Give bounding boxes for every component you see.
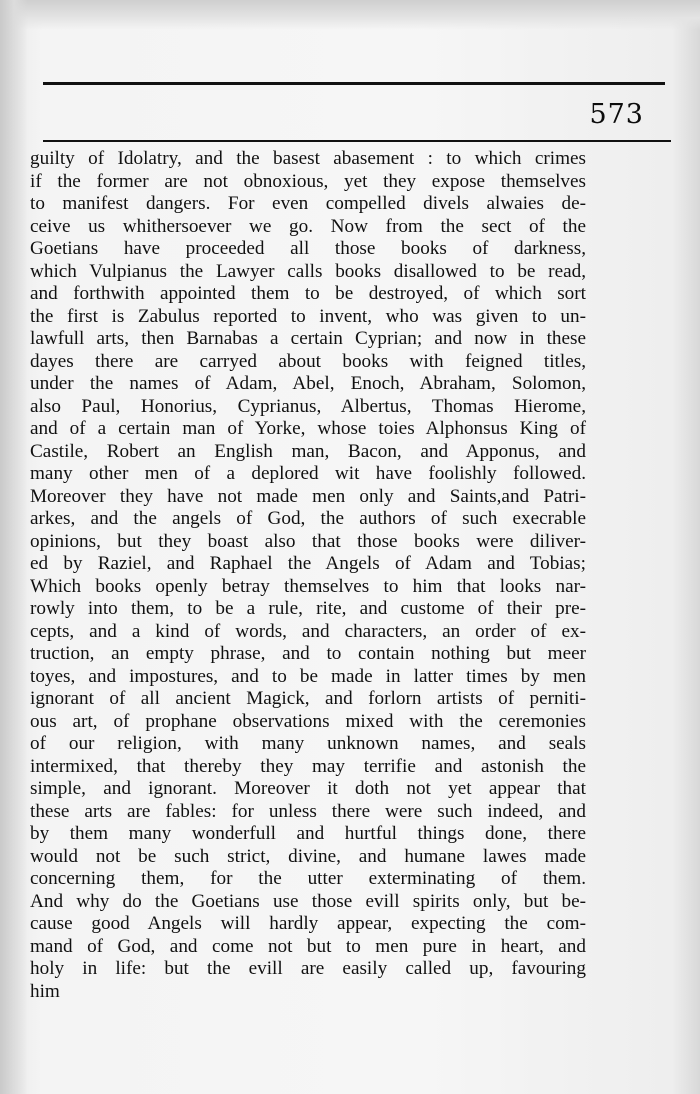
text-line: rowly into them, to be a rule, rite, and custome of their pre-	[30, 598, 586, 619]
text-line: ous art, of prophane observations mixed with the ceremonies	[30, 710, 586, 732]
text-line: cepts, and a kind of words, and characters, an order of ex-	[30, 620, 586, 642]
text-line: ignorant of all ancient Magick, and forlorn artists of perniti-	[30, 688, 586, 709]
text-line: Which books openly betray themselves to him that looks nar-	[30, 575, 586, 597]
page-number: 573	[589, 99, 644, 130]
text-line: many other men of a deplored wit have foolishly followed.	[30, 463, 586, 484]
text-line: opinions, but they boast also that those books were diliver-	[30, 530, 586, 552]
text-line: And why do the Goetians use those evill spirits only, but be-	[30, 890, 586, 912]
text-line: truction, an empty phrase, and to contain nothing but meer	[30, 643, 586, 664]
text-line: under the names of Adam, Abel, Enoch, Abraham, Solomon,	[30, 373, 586, 394]
text-line: the first is Zabulus reported to invent, who was given to un-	[30, 305, 586, 327]
text-line: holy in life: but the evill are easily called up, favouring	[30, 958, 586, 979]
text-line: would not be such strict, divine, and humane lawes made	[30, 845, 586, 867]
text-line: arkes, and the angels of God, the authors of such execrable	[30, 508, 586, 529]
text-line: guilty of Idolatry, and the basest abasement : to which crimes	[30, 148, 586, 169]
text-line: mand of God, and come not but to men pure in heart, and	[30, 935, 586, 957]
page-left-shadow	[0, 0, 28, 1094]
text-line: toyes, and impostures, and to be made in latter times by men	[30, 665, 586, 687]
text-line: to manifest dangers. For even compelled divels alwaies de-	[30, 193, 586, 214]
text-line: Castile, Robert an English man, Bacon, and Apponus, and	[30, 440, 586, 462]
text-line: lawfull arts, then Barnabas a certain Cyprian; and now in these	[30, 328, 586, 349]
text-line: simple, and ignorant. Moreover it doth not yet appear that	[30, 778, 586, 799]
text-line: concerning them, for the utter exterminating of them.	[30, 868, 586, 889]
header-rule-bottom	[43, 140, 671, 142]
text-line: ed by Raziel, and Raphael the Angels of Adam and Tobias;	[30, 553, 586, 574]
text-line: cause good Angels will hardly appear, expecting the com-	[30, 913, 586, 934]
text-line: Moreover they have not made men only and Saints,and Patri-	[30, 485, 586, 507]
text-line: and forthwith appointed them to be destroyed, of which sort	[30, 283, 586, 304]
text-line: of our religion, with many unknown names, and seals	[30, 733, 586, 754]
text-line: Goetians have proceeded all those books of darkness,	[30, 238, 586, 259]
text-line: if the former are not obnoxious, yet they expose themselves	[30, 170, 586, 192]
text-line: ceive us whithersoever we go. Now from the sect of the	[30, 215, 586, 237]
text-line: these arts are fables: for unless there were such indeed, and	[30, 800, 586, 822]
text-line: also Paul, Honorius, Cyprianus, Albertus, Thomas Hierome,	[30, 395, 586, 417]
text-line: which Vulpianus the Lawyer calls books disallowed to be read,	[30, 260, 586, 282]
header-rule-top	[43, 82, 665, 85]
page-top-shadow	[0, 0, 700, 30]
catchword: him	[30, 980, 60, 1002]
text-line: dayes there are carryed about books with feigned titles,	[30, 350, 586, 372]
body-text	[30, 148, 586, 1003]
text-line: and of a certain man of Yorke, whose toies Alphonsus King of	[30, 418, 586, 439]
text-line: intermixed, that thereby they may terrifie and astonish the	[30, 755, 586, 777]
text-line: by them many wonderfull and hurtful things done, there	[30, 823, 586, 844]
